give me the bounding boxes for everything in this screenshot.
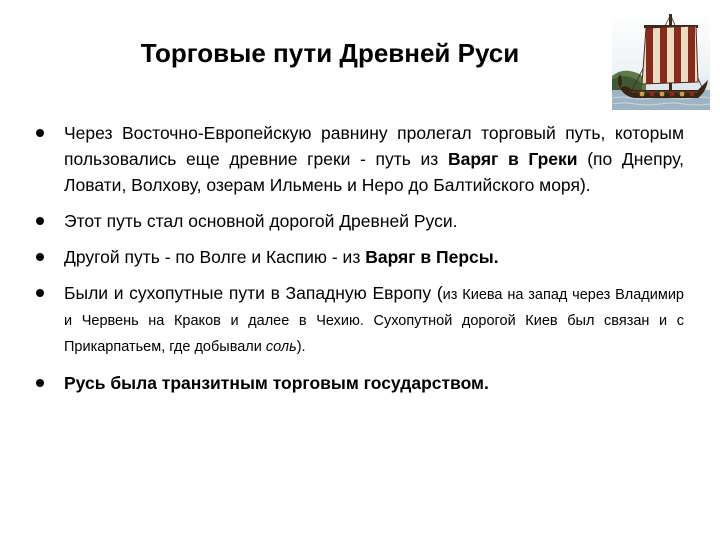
bullet-text: (по Днепру, Ловати, Волхову, озерам Ильмень и Неро до Балтийского моря). xyxy=(64,149,685,195)
bullet-note-text: из Киева на запад через Владимир и Червень на Краков и далее в Чехию. Сухопутной дорогой Киев был связан и с Прикарпатьем, где добывали xyxy=(64,287,684,355)
bullet-icon xyxy=(36,129,44,137)
viking-ship-icon xyxy=(612,10,710,110)
bullet-text: Другой путь - по Волге и Каспию - из xyxy=(64,247,366,267)
bullet-icon xyxy=(36,217,44,225)
list-item xyxy=(36,280,684,358)
bullet-text: Этот путь стал основной дорогой Древней Руси. xyxy=(64,211,458,231)
bullet-note-italic-text: соль xyxy=(265,339,297,355)
slide-title: Торговые пути Древней Руси xyxy=(140,38,520,68)
bullet-bold-text: Русь была транзитным торговым государством. xyxy=(64,373,489,393)
bullet-text: Были и сухопутные пути в Западную Европу ( xyxy=(64,283,443,303)
bullet-list xyxy=(36,120,684,406)
bullet-icon xyxy=(36,253,44,261)
list-item xyxy=(36,120,684,198)
bullet-text: Через Восточно-Европейскую равнину пролегал торговый путь, которым пользовались еще древние греки - путь из xyxy=(64,123,684,169)
bullet-bold-text: Варяг в Греки xyxy=(447,149,578,169)
bullet-note-text: ). xyxy=(296,339,306,355)
bullet-icon xyxy=(36,289,44,297)
list-item xyxy=(36,208,684,234)
bullet-icon xyxy=(36,379,44,387)
list-item xyxy=(36,370,684,396)
bullet-bold-text: Варяг в Персы. xyxy=(365,247,499,267)
list-item xyxy=(36,244,684,270)
